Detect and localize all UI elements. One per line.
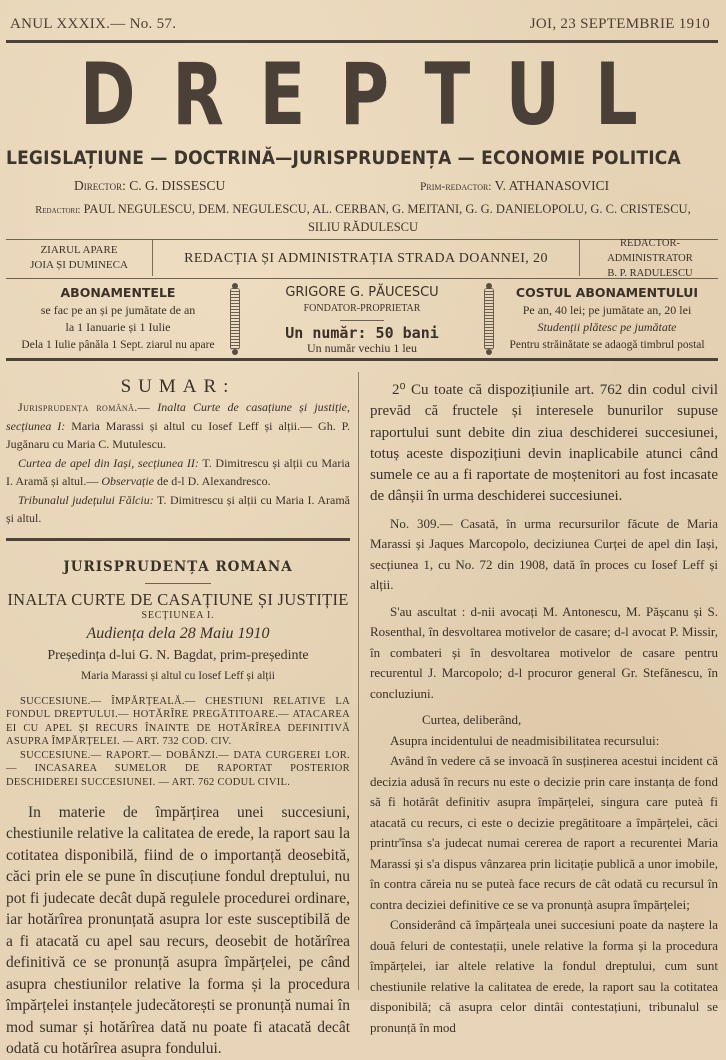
publication-days-line1: ZIARUL APARE [40,244,118,256]
section-rule [145,583,211,584]
administrator [580,236,720,281]
editorial-address: REDACȚIA ȘI ADMINISTRAȚIA STRADA DOANNEI, 20 [184,250,548,266]
masthead-title [0,45,726,145]
decision-paragraph: Având în vedere că se invoacă în susținerea acestui incident că decizia adusă în recurs nu este o decizie prin care instanța de fond să fi hotărât definitiv asupra împărțelei, singura care puteà fi atacată cu recurs, ci este o decizie pregătitoare a împărțelei, căci printr'însa s'a judecat numai cererea de raport a recurentei Maria Marassi și s'a dispus vânzarea prin licitație publică a unor imobile, în contra căreia nu se puteà face recurs de cât odată cu recursul în contra deciziei definitive ce se va pronunțà asupra împărțelei; [370,753,718,912]
founder-block [240,284,484,355]
header-rule [6,40,718,43]
prim-redactor-line [420,178,609,194]
redactori-label: Redactori: [35,205,81,216]
subscriptions-title: ABONAMENTELE [60,285,176,300]
issue-price: Un număr: 50 bani [285,323,439,342]
summary-item [6,398,350,454]
issue-date: JOI, 23 SEPTEMBRIE 1910 [529,15,710,32]
issue-number: ANUL XXXIX.— No. 57. [10,15,177,32]
court-name: INALTA CURTE DE CASAȚIUNE ȘI JUSTIȚIE [7,589,349,609]
case-parties: Maria Marassi și altul cu Iosef Leff și alții [81,669,275,682]
masthead-subtitle: LEGISLAȚIUNE — DOCTRINĂ—JURISPRUDENȚA — ECONOMIE POLITICA [6,147,681,169]
decision-paragraph: Curtea, deliberând, [422,712,522,728]
decision-paragraph: Considerând că împărțeala unei succesiuni poate da naștere la două feluri de contestații, unele relative la forma și la procedura împărțelei, iar altele relative la fondul dreptului, cum sunt chestiunile relative la calitatea de erede, la raport sau la cotitatea disponibilă; că asupra celor dintâi contestațiuni, tribunalul se pronunță în mod [370,917,718,1035]
subscriptions-right [494,284,720,354]
summary-rule [6,538,350,541]
summary-court: Tribunalul județului Fălciu: [18,492,154,507]
left-column [6,372,350,1060]
director-label: Director: [74,178,126,193]
hearing-date: Audiența dela 28 Maiu 1910 [86,624,270,642]
publication-days [6,243,152,273]
presiding-judge: Președința d-lui G. N. Bagdat, prim-președinte [47,647,309,663]
column-divider [358,372,359,990]
masthead-letter: D [79,45,136,145]
decision-text [370,514,718,1039]
founder-title: FONDATOR-PROPRIETAR [303,302,421,314]
masthead-letter: T [423,45,470,145]
summary-court: Inalta Curte de casațiune și justiție, secțiunea I: [6,400,350,433]
info-row [6,237,720,279]
headnote-paragraph: 2⁰ Cu toate că dispozițiunile art. 762 din codul civil prevăd că fructele și interesele bunurilor supuse raportului sunt debite din ziua deschiderei succesiunei, totuș aceste dispozițiuni devin inaplicabile atunci când sumele ce au a fi raportate de moștenitori au fost incasate de dânșii în urma deschiderei succesiunei. [370,382,718,505]
redactori-line-1 [6,201,720,219]
decision-paragraph: S'au ascultat : d-nii avocați M. Antonescu, M. Pășcanu și S. Rosenthal, în desvoltarea motivelor de casare; d-l avocat P. Missir, în combateri și în desvoltarea motivelor de casare pentru recurentul J. Marcopolo; d-l procuror general Gr. Stefănescu, în concluziuni. [370,603,718,701]
summary-item [6,454,350,491]
redactori-names: PAUL NEGULESCU, DEM. NEGULESCU, AL. CERBAN, G. MEITANI, G. G. DANIELOPOLU, G. C. CRISTESCU, [83,202,691,216]
issue-line [6,14,718,34]
summary-text: T. Dimitrescu și alții cu Maria I. Aramă și altul.— [6,455,350,488]
decision-paragraph: No. 309.— Casată, în urma recursurilor făcute de Maria Marassi și Jaques Marcopolo, deciziunea Curței de apel din Iași, secțiunea 1, cu No. 72 din 1908, dată în proces cu Iosef Leff și alții. [370,515,718,593]
masthead-letter: U [505,45,560,145]
administrator-name: B. P. RADULESCU [607,267,693,279]
header-bottom-rule [6,358,718,361]
case-keywords [6,695,350,790]
summary-text: Maria Marassi și altul cu Iosef Leff și alții.— Gh. P. Jugănaru cu Maria C. Mutulescu. [6,418,351,451]
founder-name: GRIGORE G. PĂUCESCU [285,285,439,300]
redactori-block [6,201,720,236]
masthead-letter: P [339,45,390,145]
subscriptions-text: la 1 Ianuarie și 1 Iulie [65,320,171,334]
administrator-title: REDACTOR-ADMINISTRATOR [607,237,693,264]
redactori-names-2: SILIU RĂDULESCU [307,220,419,234]
section-heading: JURISPRUDENȚA ROMANA [63,558,293,575]
summary-block [6,376,350,528]
keywords-paragraph: SUCCESIUNE.— RAPORT.— DOBÂNZI.— DATA CURGEREI LOR.— INCASAREA SUMELOR DE RAPORTAT POSTERIOR DESCHIDEREI SUCCESIUNEI. — ART. 762 CODUL CIVIL. [6,749,350,789]
subscription-cost-text: Studenții plătesc pe jumătate [537,320,677,334]
keywords-paragraph: SUCCESIUNE.— ÎMPĂRȚEALĂ.— CHESTIUNI RELATIVE LA FONDUL DREPTULUI.— HOTĂRÎRE PREGĂTITOARE.— ATACAREA EI CU APEL ȘI RECURS ÎNAINTE DE HOTĂRÎREA DEFINITIVĂ ASUPRA ÎMPĂRȚELEI. — ART. 732 COD. CIV. [6,695,350,748]
director-line [74,178,225,194]
summary-item [6,491,350,528]
prim-redactor-name: V. ATHANASOVICI [494,178,610,193]
masthead-letter: E [259,45,305,145]
right-column [370,372,718,1038]
decision-paragraph: Asupra incidentului de neadmisibilitatea recursului: [390,732,660,748]
prim-redactor-label: Prim-redactor: [420,181,492,193]
headnote-continued [370,380,718,508]
old-issue-price: Un număr vechiu 1 leu [307,340,417,355]
founder-rule [340,320,384,321]
subscription-cost-title: COSTUL ABONAMENTULUI [515,285,699,300]
headnote-paragraph: In materie de împărțirea unei succesiuni, chestiunile relative la calitatea de erede, la raport sau la cotitatea disponibilă, fiind de o importanță deosebită, căci prin ele se pune în discuțiune fondul dreptului, nu pot fi judecate decât după regulele procedurei ordinare, iar hotărîrea pronunțată asupra lor este susceptibilă de a fi atacată cu apel sau recurs, deosebit de hotărîrea definitivă ce se pronunță asupra împărțelei, pe când asupra chestiunilor relative la forma și la procedura împărțelei instanțele judecătorești se pronunță numai în mod sumar și hotărîrea dată nu poate fi atacată decât odată cu hotărîrea asupra fondului. [6,803,350,1058]
summary-court: Curtea de apel din Iași, secțiunea II: [18,455,199,470]
publication-days-line2: JOIA ȘI DUMINECA [30,259,128,271]
subscriptions-left [6,284,230,354]
masthead-letter: L [595,45,638,145]
summary-observation: Observație [101,474,154,488]
masthead-letter: R [172,45,224,145]
subscription-cost-text: Pe an, 40 lei; pe jumătate an, 20 lei [522,302,692,317]
ornament-divider [230,288,240,350]
ornament-divider [484,288,494,350]
summary-text: T. Dimitrescu și alții cu Maria I. Aramă și altul. [6,492,351,525]
subscription-cost-text: Pentru străinătate se adaogă timbrul postal [509,338,705,351]
director-name: C. G. DISSESCU [129,178,226,193]
subscriptions-text: se fac pe an și pe jumătate de an [40,302,196,317]
court-section: SECȚIUNEA I. [141,609,215,621]
summary-section: Jurisprudența română.— [18,400,151,414]
subscriptions-text: Dela 1 Iulie pânăla 1 Sept. ziarul nu apare [21,338,215,351]
summary-text: de d-l D. Alexandresco. [156,474,271,488]
headnote-text [6,802,350,1060]
subscriptions-row [6,284,720,354]
info-rule-bottom [6,278,718,279]
summary-title: SUMAR: [120,376,236,397]
